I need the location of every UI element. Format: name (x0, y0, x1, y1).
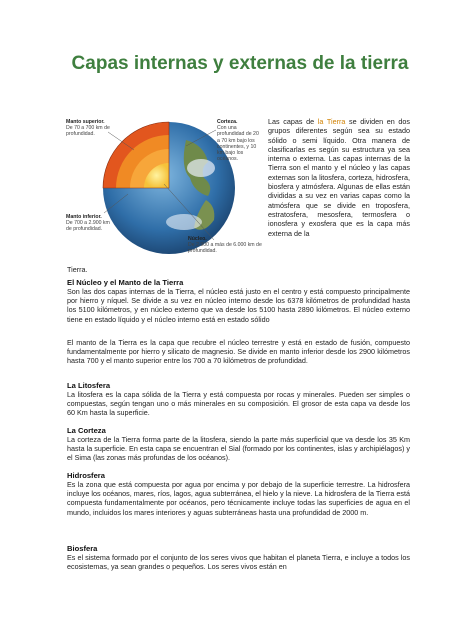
intro-tail: Tierra. (67, 265, 88, 274)
label-corteza-title: Corteza. (217, 119, 238, 125)
heading-hidrosfera: Hidrosfera (67, 471, 105, 480)
intro-text-start: Las capas de (268, 117, 318, 126)
paragraph-biosfera-text: Es el sistema formado por el conjunto de los seres vivos que habitan el planeta Tierra, e incluye a todos los ecosistemas, ya sean grandes o pequeños. Los seres vivos están en (67, 553, 410, 572)
label-nucleo-title: Núcleo. (188, 236, 207, 242)
label-manto-inferior (66, 214, 114, 233)
paragraph-manto (67, 338, 410, 366)
intro-paragraph (268, 117, 410, 238)
paragraph-nucleo-text: Son las dos capas internas de la Tierra, el núcleo está justo en el centro y está compuesto principalmente por hierro y níquel. Se divide a su vez en núcleo interno desde los 6378 kilómetros de profundidad hasta los 5100 kilómetros, y en núcleo externo que va desde los 5100 hasta 2890 kilómetros. El núcleo externo tiene en estado líquido y el núcleo interno está en estado sólido (67, 287, 410, 324)
paragraph-litosfera (67, 390, 410, 418)
paragraph-nucleo (67, 287, 410, 324)
paragraph-hidrosfera (67, 480, 410, 517)
label-nucleo-text: De 2.900 a más de 6.000 km de profundidad. (188, 242, 262, 255)
intro-text-rest: se dividen en dos grupos diferentes según sea su estado sólido o semi líquido. Otra manera de clasificarlas es según su estructura ya sea interna o externa. Las capas internas de la Tierra son el manto y el núcleo y las capas externas son la litosfera, corteza, hidrosfera, biosfera y atmósfera. Algunas de ellas están divididas a su vez en varias capas como la atmósfera que se divide en troposfera, estratosfera, mesosfera, termosfera o ionosfera y exosfera que es la capa más externa de la (268, 117, 410, 238)
label-manto-superior (66, 119, 114, 138)
heading-corteza: La Corteza (67, 426, 106, 435)
label-nucleo (188, 236, 262, 255)
label-manto-inferior-title: Manto inferior. (66, 214, 102, 220)
label-manto-superior-text: De 70 a 700 km de profundidad. (66, 125, 110, 138)
paragraph-litosfera-text: La litosfera es la capa sólida de la Tierra y está compuesta por rocas y minerales. Pueden ser simples o compuestas, según tengan uno o más minerales en su composición. El grosor de esta capa va desde los 60 Km hasta la superficie. (67, 390, 410, 418)
label-corteza (217, 119, 262, 162)
paragraph-manto-text: El manto de la Tierra es la capa que recubre el núcleo terrestre y está en estado de fusión, compuesto fundamentalmente por hierro y silicato de magnesio. Se divide en manto inferior desde los 2900 kilómetros hasta 700 y el manto superior entre los 700 a 70 kilómetros de profundidad. (67, 338, 410, 366)
label-manto-superior-title: Manto superior. (66, 119, 105, 125)
paragraph-hidrosfera-text: Es la zona que está compuesta por agua por encima y por debajo de la superficie terrestre. La hidrosfera incluye los océanos, mares, ríos, lagos, agua subterránea, el hielo y la nieve. La hidrosfera de la Tierra está compuesta fundamentalmente por océanos, pero técnicamente incluye todas las superficies de agua en el mundo, incluidos los mares interiores y aguas subterráneas hasta una profundidad de 2000 m. (67, 480, 410, 517)
heading-litosfera: La Litosfera (67, 381, 111, 390)
page-title: Capas internas y externas de la tierra (71, 53, 409, 74)
label-manto-inferior-text: De 700 a 2.900 km de profundidad. (66, 220, 110, 233)
paragraph-corteza (67, 435, 410, 463)
earth-layers-figure (66, 110, 262, 270)
paragraph-biosfera (67, 553, 410, 571)
label-corteza-text: Con una profundidad de 20 a 70 km bajo los continentes, y 10 km bajo los océanos. (217, 125, 259, 163)
heading-biosfera: Biosfera (67, 544, 98, 553)
la-tierra-link[interactable]: la Tierra (317, 117, 346, 126)
heading-nucleo-manto: El Núcleo y el Manto de la Tierra (67, 278, 184, 287)
paragraph-corteza-text: La corteza de la Tierra forma parte de la litosfera, siendo la parte más superficial que va desde los 35 Km hasta la superficie. En esta capa se encuentran el Sial (formado por los continentes, islas y archipiélagos) y el Sima (las zonas más profundas de los océanos). (67, 435, 410, 463)
